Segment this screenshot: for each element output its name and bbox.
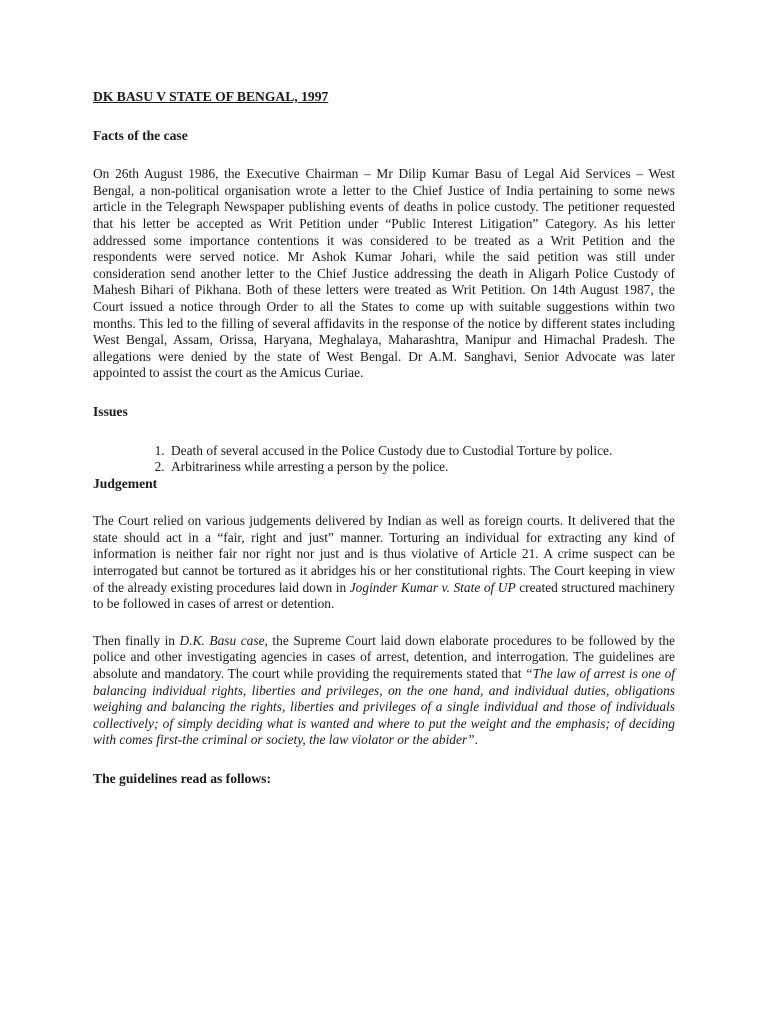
judgement-paragraph-2 — [93, 633, 675, 749]
paragraph-text: , the Supreme Court laid down elaborate procedures to be followed by the police and other investigating agencies in cases of arrest, detention, and interrogation. The guidelines are absolute and mandatory. The court while providing the requirements stated that — [93, 632, 675, 682]
facts-heading: Facts of the case — [93, 127, 188, 143]
list-item: 1. Death of several accused in the Police Custody due to Custodial Torture by police. — [168, 443, 675, 460]
paragraph-text: created structured machinery to be followed in cases of arrest or detention. — [93, 579, 675, 612]
judgement-paragraph-1 — [93, 513, 675, 613]
paragraph-text: Then finally in — [93, 632, 180, 648]
judgement-heading: Judgement — [93, 475, 158, 491]
case-citation: Joginder Kumar v. State of UP — [349, 579, 516, 595]
facts-paragraph: On 26th August 1986, the Executive Chairman – Mr Dilip Kumar Basu of Legal Aid Services – West Bengal, a non-political organisation wrote a letter to the Chief Justice of India pertaining to some news article in the Telegraph Newspaper publishing events of deaths in police custody. The petitioner requested that his letter be accepted as Writ Petition under “Public Interest Litigation” Category. As his letter addressed some importance contentions it was considered to be treated as a Writ Petition and the respondents were served notice. Mr Ashok Kumar Johari, while the said petition was still under consideration send another letter to the Chief Justice addressing the death in Aligarh Police Custody of Mahesh Bihari of Pikhana. Both of these letters were treated as Writ Petition. On 14th August 1987, the Court issued a notice through Order to all the States to come up with suitable suggestions within two months. This led to the filling of several affidavits in the response of the notice by different states including West Bengal, Assam, Orissa, Haryana, Meghalaya, Maharashtra, Manipur and Himachal Pradesh. The allegations were denied by the state of West Bengal. Dr A.M. Sanghavi, Senior Advocate was later appointed to assist the court as the Amicus Curiae. — [93, 166, 675, 381]
quoted-passage: “The law of arrest is one of balancing individual rights, liberties and privileges, on the one hand, and individual duties, obligations weighing and balancing the rights, liberties and privileges of a single individual and those of individuals collectively; of simply deciding what is wanted and where to put the weight and the emphasis; of deciding with comes first-the criminal or society, the law violator or the abider” — [93, 666, 675, 748]
case-citation: D.K. Basu case — [179, 632, 265, 648]
list-item: 2. Arbitrariness while arresting a person by the police. — [168, 459, 675, 476]
document-title: DK BASU V STATE OF BENGAL, 1997 — [93, 89, 329, 104]
issues-heading: Issues — [93, 403, 128, 419]
guidelines-heading: The guidelines read as follows: — [93, 771, 271, 786]
paragraph-text: . — [474, 732, 478, 748]
paragraph-text: The Court relied on various judgements delivered by Indian as well as foreign courts. It delivered that the state should act in a “fair, right and just” manner. Torturing an individual for extracting any kind of information is neither fair nor right nor just and is thus violative of Article 21. A crime suspect can be interrogated but cannot be tortured as it abridges his or her constitutional rights. The Court keeping in view of the already existing procedures laid down in — [93, 513, 675, 595]
issues-list — [93, 443, 675, 476]
document-body — [93, 89, 675, 788]
